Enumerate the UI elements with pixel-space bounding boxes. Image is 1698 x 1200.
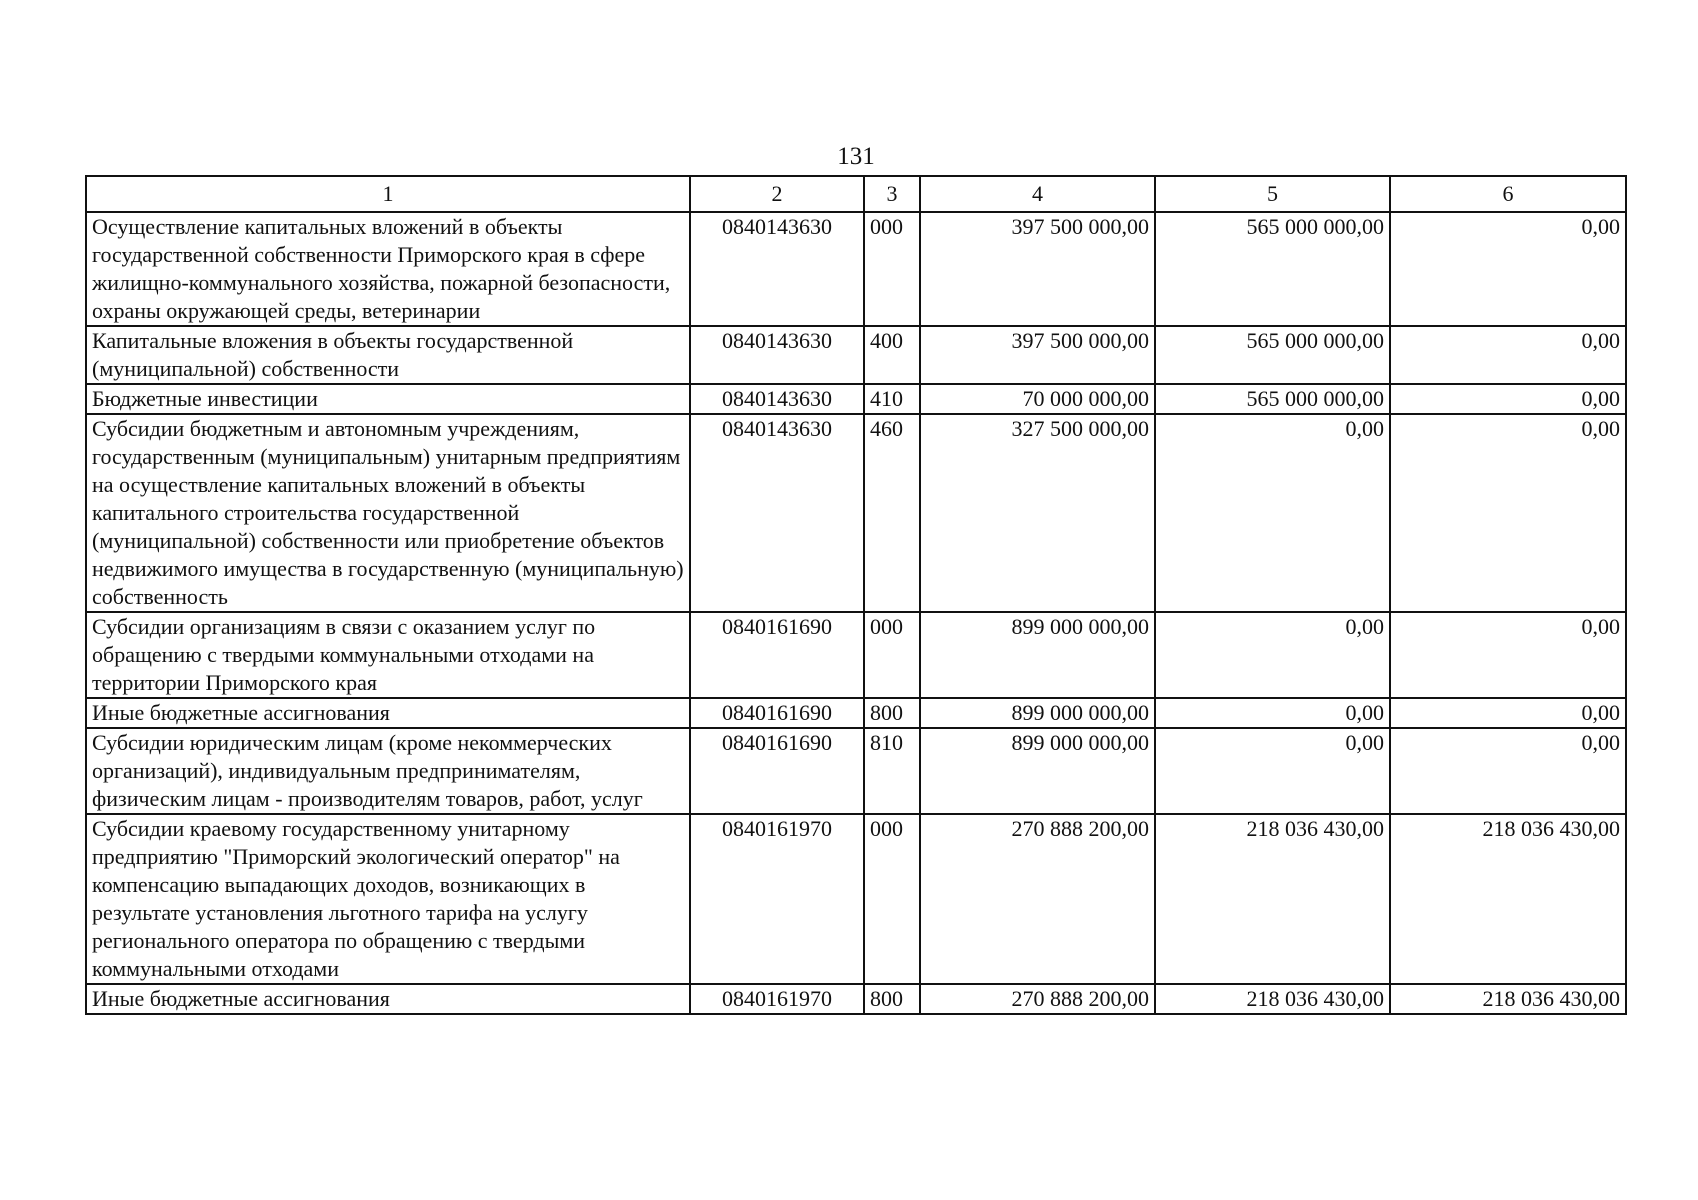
row-target-code: 0840161970 bbox=[690, 984, 864, 1014]
row-expense-type: 810 bbox=[864, 728, 920, 814]
row-amount-col4: 70 000 000,00 bbox=[920, 384, 1155, 414]
row-target-code: 0840143630 bbox=[690, 414, 864, 612]
column-header: 1 bbox=[86, 176, 690, 212]
row-expense-type: 800 bbox=[864, 698, 920, 728]
row-name: Осуществление капитальных вложений в объекты государственной собственности Приморского края в сфере жилищно-коммунального хозяйства, пожарной безопасности, охраны окружающей среды, ветеринарии bbox=[86, 212, 690, 326]
budget-table bbox=[85, 175, 1627, 1015]
row-expense-type: 000 bbox=[864, 212, 920, 326]
row-expense-type: 800 bbox=[864, 984, 920, 1014]
row-amount-col5: 0,00 bbox=[1155, 612, 1390, 698]
row-name: Субсидии бюджетным и автономным учреждениям, государственным (муниципальным) унитарным предприятиям на осуществление капитальных вложений в объекты капитального строительства государственной (муниципальной) собственности или приобретение объектов недвижимого имущества в государственную (муниципальную) собственность bbox=[86, 414, 690, 612]
row-amount-col6: 0,00 bbox=[1390, 728, 1626, 814]
row-amount-col4: 397 500 000,00 bbox=[920, 326, 1155, 384]
page-number: 131 bbox=[837, 143, 875, 170]
row-amount-col6: 0,00 bbox=[1390, 698, 1626, 728]
row-expense-type: 460 bbox=[864, 414, 920, 612]
table-row bbox=[86, 984, 1626, 1014]
row-name: Иные бюджетные ассигнования bbox=[86, 698, 690, 728]
row-amount-col5: 218 036 430,00 bbox=[1155, 984, 1390, 1014]
row-target-code: 0840143630 bbox=[690, 212, 864, 326]
row-amount-col6: 0,00 bbox=[1390, 326, 1626, 384]
column-header: 2 bbox=[690, 176, 864, 212]
row-amount-col5: 565 000 000,00 bbox=[1155, 326, 1390, 384]
table-row bbox=[86, 728, 1626, 814]
table-row bbox=[86, 414, 1626, 612]
row-name: Капитальные вложения в объекты государственной (муниципальной) собственности bbox=[86, 326, 690, 384]
table-row bbox=[86, 814, 1626, 984]
table-row bbox=[86, 326, 1626, 384]
row-target-code: 0840161970 bbox=[690, 814, 864, 984]
row-expense-type: 000 bbox=[864, 814, 920, 984]
row-amount-col5: 0,00 bbox=[1155, 728, 1390, 814]
row-target-code: 0840161690 bbox=[690, 612, 864, 698]
row-expense-type: 400 bbox=[864, 326, 920, 384]
row-amount-col4: 327 500 000,00 bbox=[920, 414, 1155, 612]
row-amount-col4: 899 000 000,00 bbox=[920, 698, 1155, 728]
row-amount-col6: 0,00 bbox=[1390, 212, 1626, 326]
row-amount-col4: 899 000 000,00 bbox=[920, 728, 1155, 814]
row-amount-col5: 565 000 000,00 bbox=[1155, 384, 1390, 414]
row-name: Иные бюджетные ассигнования bbox=[86, 984, 690, 1014]
row-target-code: 0840143630 bbox=[690, 326, 864, 384]
table-header-row bbox=[86, 176, 1626, 212]
row-amount-col4: 899 000 000,00 bbox=[920, 612, 1155, 698]
row-expense-type: 410 bbox=[864, 384, 920, 414]
row-amount-col5: 0,00 bbox=[1155, 414, 1390, 612]
column-header: 3 bbox=[864, 176, 920, 212]
row-amount-col5: 0,00 bbox=[1155, 698, 1390, 728]
row-amount-col6: 0,00 bbox=[1390, 612, 1626, 698]
column-header: 4 bbox=[920, 176, 1155, 212]
row-amount-col5: 565 000 000,00 bbox=[1155, 212, 1390, 326]
row-name: Субсидии организациям в связи с оказанием услуг по обращению с твердыми коммунальными отходами на территории Приморского края bbox=[86, 612, 690, 698]
row-amount-col6: 218 036 430,00 bbox=[1390, 984, 1626, 1014]
row-amount-col6: 0,00 bbox=[1390, 414, 1626, 612]
table-row bbox=[86, 612, 1626, 698]
row-amount-col6: 0,00 bbox=[1390, 384, 1626, 414]
row-expense-type: 000 bbox=[864, 612, 920, 698]
row-amount-col4: 270 888 200,00 bbox=[920, 814, 1155, 984]
table-row bbox=[86, 212, 1626, 326]
row-amount-col5: 218 036 430,00 bbox=[1155, 814, 1390, 984]
table-row bbox=[86, 698, 1626, 728]
row-amount-col6: 218 036 430,00 bbox=[1390, 814, 1626, 984]
row-name: Субсидии юридическим лицам (кроме некоммерческих организаций), индивидуальным предпринимателям, физическим лицам - производителям товаров, работ, услуг bbox=[86, 728, 690, 814]
column-header: 5 bbox=[1155, 176, 1390, 212]
row-target-code: 0840143630 bbox=[690, 384, 864, 414]
column-header: 6 bbox=[1390, 176, 1626, 212]
row-amount-col4: 270 888 200,00 bbox=[920, 984, 1155, 1014]
row-target-code: 0840161690 bbox=[690, 698, 864, 728]
row-name: Субсидии краевому государственному унитарному предприятию "Приморский экологический оператор" на компенсацию выпадающих доходов, возникающих в результате установления льготного тарифа на услугу регионального оператора по обращению с твердыми коммунальными отходами bbox=[86, 814, 690, 984]
row-amount-col4: 397 500 000,00 bbox=[920, 212, 1155, 326]
row-name: Бюджетные инвестиции bbox=[86, 384, 690, 414]
row-target-code: 0840161690 bbox=[690, 728, 864, 814]
table-row bbox=[86, 384, 1626, 414]
